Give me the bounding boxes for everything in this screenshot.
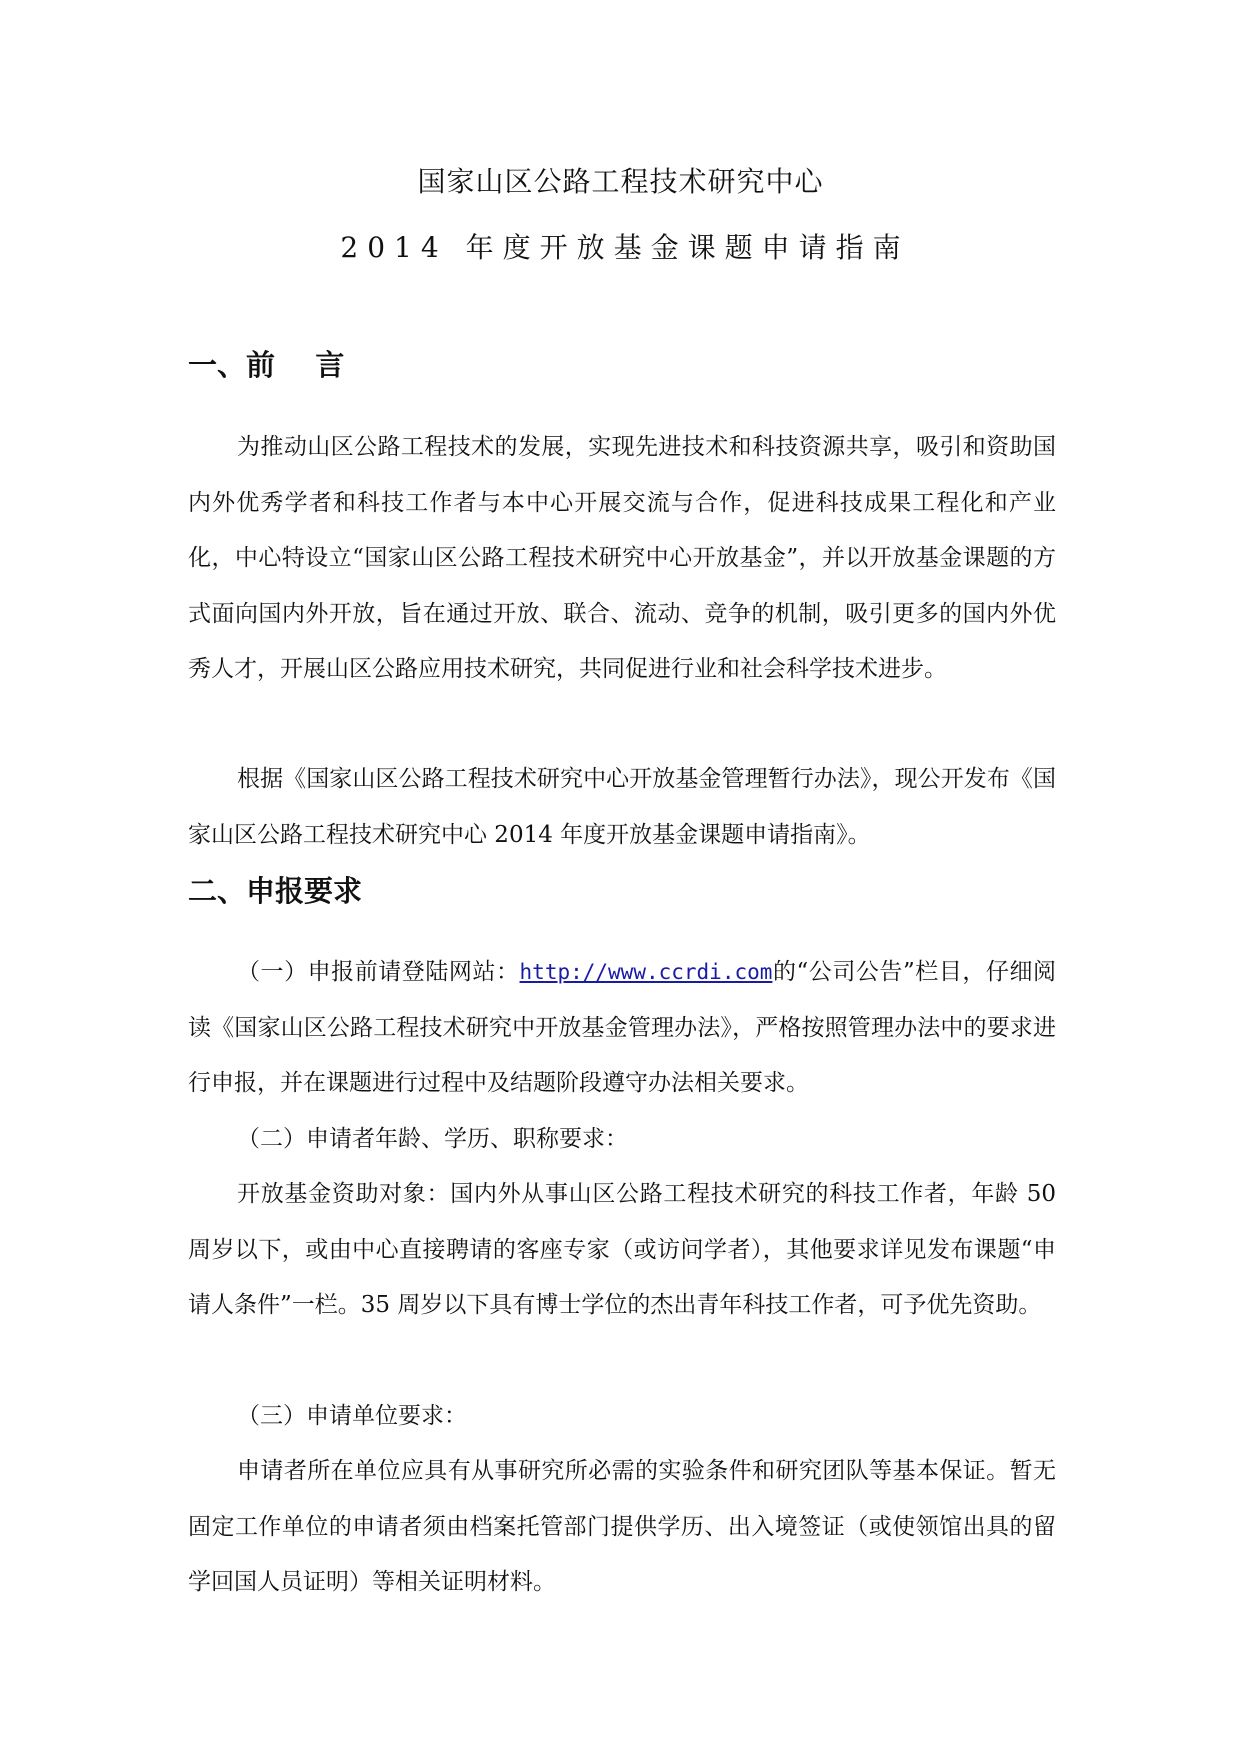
requirement-item-applicant-body: 开放基金资助对象：国内外从事山区公路工程技术研究的科技工作者，年龄 50 周岁以下，或由中心直接聘请的客座专家（或访问学者），其他要求详见发布课题“申请人条件”一栏。35 周岁以下具有博士学位的杰出青年科技工作者，可予优先资助。 [188,1181,1056,1319]
preface-paragraph: 为推动山区公路工程技术的发展，实现先进技术和科技资源共享，吸引和资助国内外优秀学者和科技工作者与本中心开展交流与合作，促进科技成果工程化和产业化，中心特设立“国家山区公路工程技术研究中心开放基金”，并以开放基金课题的方式面向国内外开放，旨在通过开放、联合、流动、竞争的机制，吸引更多的国内外优秀人才，开展山区公路应用技术研究，共同促进行业和社会科学技术进步。 [188,434,1056,683]
preface-paragraph-basis: 根据《国家山区公路工程技术研究中心开放基金管理暂行办法》，现公开发布《国家山区公路工程技术研究中心 2014 年度开放基金课题申请指南》。 [188,766,1056,848]
requirement-item-website [188,945,1056,1112]
document-title: 国家山区公路工程技术研究中心 [417,165,824,198]
section-heading-preface: 一、前 言 [188,348,345,382]
requirement-item-unit-heading: （三）申请单位要求： [237,1403,467,1429]
requirement-item-applicant-heading: （二）申请者年龄、学历、职称要求： [237,1126,628,1152]
requirement-item-website-suffix: 的“公司公告”栏目，仔细阅读《国家山区公路工程技术研究中开放基金管理办法》，严格按照管理办法中的要求进行申报，并在课题进行过程中及结题阶段遵守办法相关要求。 [188,959,1056,1097]
requirement-item-website-prefix: （一）申报前请登陆网站： [237,959,520,985]
requirement-item-unit-body: 申请者所在单位应具有从事研究所必需的实验条件和研究团队等基本保证。暂无固定工作单位的申请者须由档案托管部门提供学历、出入境签证（或使领馆出具的留学回国人员证明）等相关证明材料。 [188,1458,1056,1596]
document-subtitle: 2014 年度开放基金课题申请指南 [340,231,910,264]
section-heading-requirements: 二、申报要求 [188,874,363,908]
website-link[interactable]: http://www.ccrdi.com [519,960,773,984]
